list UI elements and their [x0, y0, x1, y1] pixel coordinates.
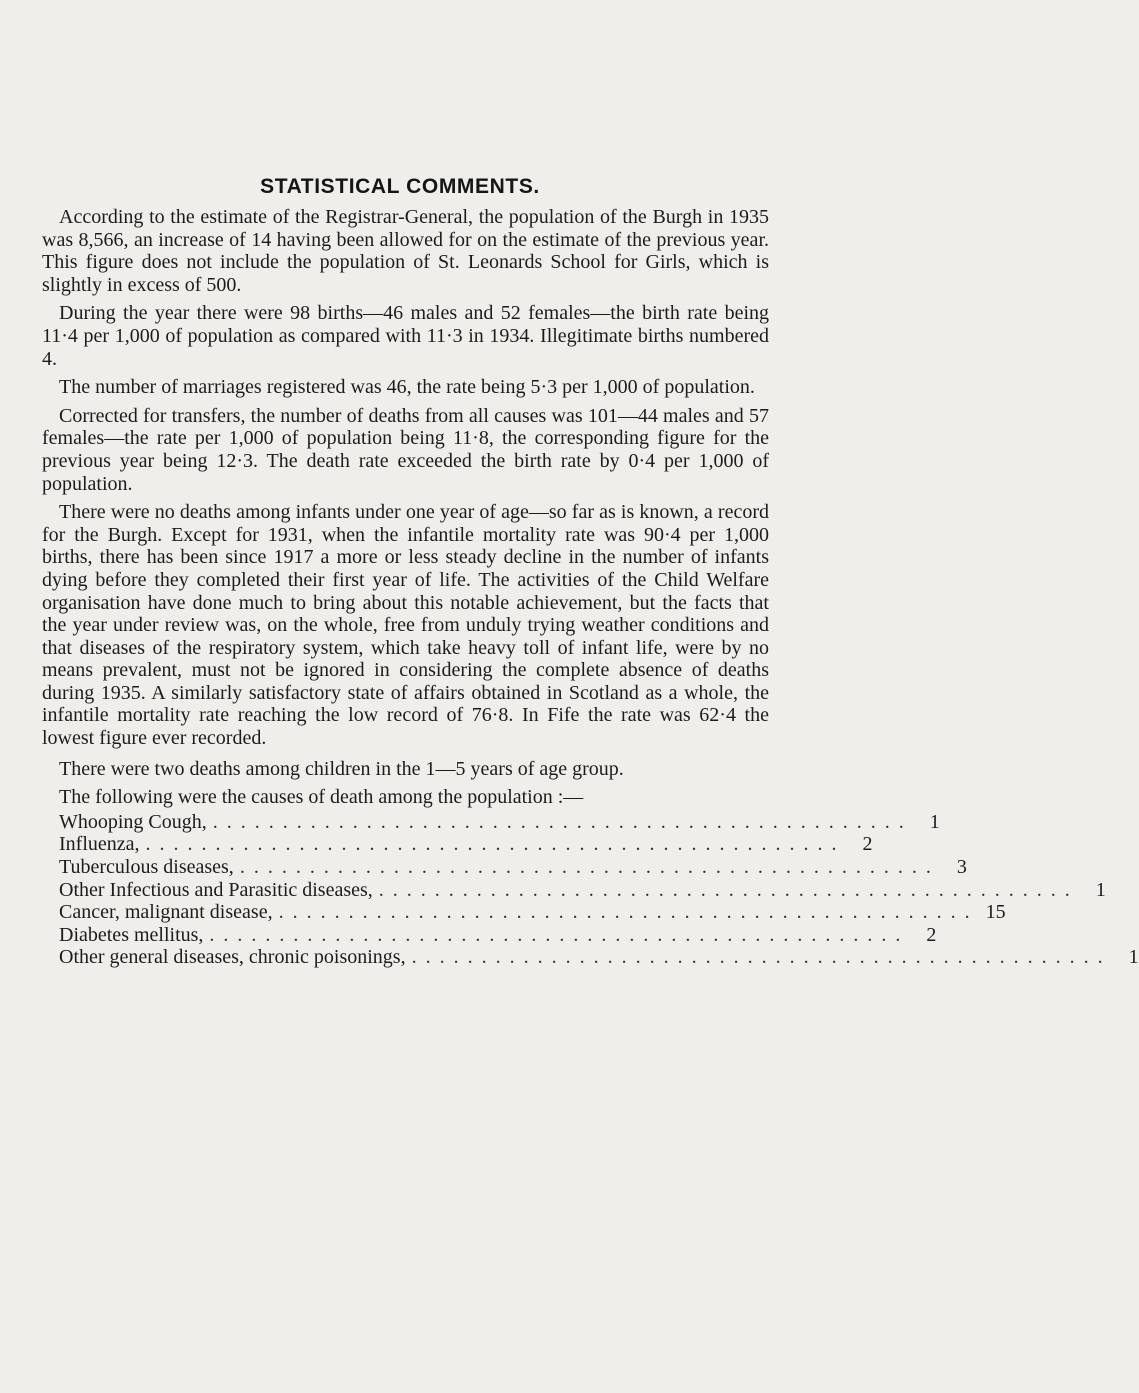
paragraph-infant-mortality: There were no deaths among infants under one year of age—so far as is known, a record for the Burgh. Except for 1931, when the infantile mortality rate was 90·4 per 1,000 births, there has been since 1917 a more or less steady decline in the number of infants dying before they completed their first year of life. The activities of the Child Welfare organisation have done much to bring about this notable achievement, but the facts that the year under review was, on the whole, free from unduly trying weather conditions and that diseases of the respiratory system, which take heavy toll of infant life, were by no means prevalent, must not be ignored in considering the complete absence of deaths during 1935. A similarly satisfactory state of affairs obtained in Scotland as a whole, the infantile mortality rate reaching the low record of 76·8. In Fife the rate was 62·4 the lowest figure ever recorded.	[42, 501, 769, 750]
paragraph-marriages: The number of marriages registered was 46, the rate being 5·3 per 1,000 of population.	[59, 376, 755, 399]
causes-of-death-list	[59, 810, 1139, 969]
cause-count: 2	[862, 833, 873, 856]
cause-name: Tuberculous diseases,	[59, 856, 234, 879]
cause-count: 1	[1128, 946, 1139, 969]
dot-leaders: . . . . . . . . . . . . . . . . . . . . . . . . . . . . . . . . . . . . . . . . . . . . . . . . . .	[212, 810, 906, 833]
cause-name: Influenza,	[59, 833, 140, 856]
dot-leaders: . . . . . . . . . . . . . . . . . . . . . . . . . . . . . . . . . . . . . . . . . . . . . . . . . .	[411, 946, 1105, 969]
cause-count: 15	[985, 901, 1006, 924]
list-item	[59, 810, 940, 834]
paragraph-births: During the year there were 98 births—46 males and 52 females—the birth rate being 11·4 per 1,000 of population as compared with 11·3 in 1934. Illegitimate births numbered 4.	[42, 302, 769, 370]
list-item	[59, 856, 967, 879]
list-item	[59, 833, 873, 856]
cause-count: 2	[926, 923, 937, 946]
dot-leaders: . . . . . . . . . . . . . . . . . . . . . . . . . . . . . . . . . . . . . . . . . . . . . . . . . .	[239, 856, 933, 879]
paragraph-deaths: Corrected for transfers, the number of deaths from all causes was 101—44 males and 57 females—the rate per 1,000 of population being 11·8, the corresponding figure for the previous year being 12·3. The death rate exceeded the birth rate by 0·4 per 1,000 of population.	[42, 404, 769, 495]
cause-count: 1	[1095, 878, 1106, 901]
list-item	[59, 878, 1106, 902]
cause-name: Other Infectious and Parasitic diseases,	[59, 878, 373, 901]
cause-count: 3	[956, 856, 967, 879]
cause-name: Diabetes mellitus,	[59, 923, 204, 946]
cause-count: 1	[929, 810, 940, 833]
list-item	[59, 901, 1006, 924]
dot-leaders: . . . . . . . . . . . . . . . . . . . . . . . . . . . . . . . . . . . . . . . . . . . . . . . . . .	[278, 901, 972, 924]
paragraph-child-deaths: There were two deaths among children in the 1—5 years of age group.	[59, 757, 624, 780]
paragraph-causes-intro: The following were the causes of death among the population :—	[59, 786, 584, 809]
cause-name: Cancer, malignant disease,	[59, 901, 273, 924]
dot-leaders: . . . . . . . . . . . . . . . . . . . . . . . . . . . . . . . . . . . . . . . . . . . . . . . . . .	[145, 833, 839, 856]
paragraph-population: According to the estimate of the Registrar-General, the population of the Burgh in 1935 was 8,566, an increase of 14 having been allowed for on the estimate of the previous year. This figure does not include the population of St. Leonards School for Girls, which is slightly in excess of 500.	[42, 206, 769, 296]
document-body	[42, 206, 1139, 969]
cause-name: Other general diseases, chronic poisonings,	[59, 946, 406, 969]
list-item	[59, 946, 1139, 969]
page-title: STATISTICAL COMMENTS.	[260, 175, 540, 198]
list-item	[59, 923, 937, 947]
cause-name: Whooping Cough,	[59, 810, 207, 833]
dot-leaders: . . . . . . . . . . . . . . . . . . . . . . . . . . . . . . . . . . . . . . . . . . . . . . . . . .	[209, 923, 903, 946]
dot-leaders: . . . . . . . . . . . . . . . . . . . . . . . . . . . . . . . . . . . . . . . . . . . . . . . . . .	[378, 878, 1072, 901]
